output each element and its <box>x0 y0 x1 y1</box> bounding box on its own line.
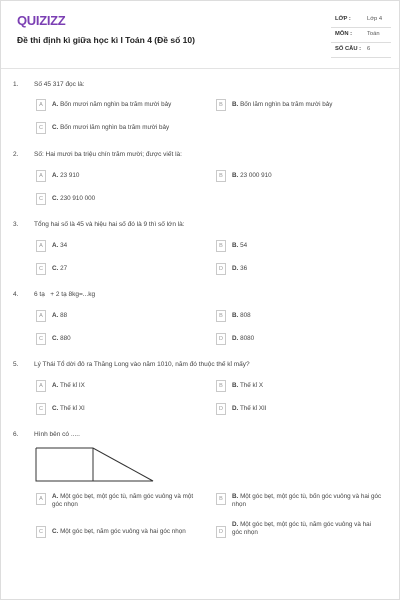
option-letter-box: A <box>36 170 46 182</box>
question-text: 6 tạ + 2 tạ 8kg=...kg <box>34 291 96 298</box>
meta-key: MÔN : <box>335 31 353 37</box>
option-letter-box: B <box>216 170 226 182</box>
option-text: Một góc bẹt, một góc tù, bốn góc vuông và hai góc nhọn <box>232 493 382 508</box>
option-text: Bốn mươi lăm nghìn ba trăm mười bảy <box>60 124 170 131</box>
option-text: Một góc bẹt, một góc tù, năm góc vuông và hai góc nhọn <box>232 521 371 536</box>
option-text: Thế kỉ X <box>239 382 264 389</box>
question-text: Số: Hai mươi ba triệu chín trăm mười; được viết là: <box>34 151 182 158</box>
option-text: 230 910 000 <box>60 195 96 202</box>
option-text: Bốn mươi năm nghìn ba trăm mười bảy <box>60 101 172 108</box>
option-letter-box: B <box>216 99 226 111</box>
page-title: Đề thi định kì giữa học kì I Toán 4 (Đề số 10) <box>17 35 195 45</box>
option-text: 34 <box>60 242 68 249</box>
meta-row-count <box>331 43 391 58</box>
option-text: 54 <box>240 242 248 249</box>
option-letter-box: B <box>216 310 226 322</box>
quizizz-logo: QUIZIZZ <box>17 13 66 28</box>
meta-key: LỚP : <box>335 16 351 22</box>
question-text: Hình bên có ..... <box>34 431 80 438</box>
option-text: Thế kỉ XII <box>239 405 267 412</box>
option-text: 23 910 <box>60 172 80 179</box>
question-text: Số 45 317 đọc là: <box>34 81 85 88</box>
option-letter-box: D <box>216 526 226 538</box>
question-number: 4. <box>13 291 19 298</box>
option-letter-box: B <box>216 240 226 252</box>
meta-table <box>331 13 391 58</box>
option-text: 27 <box>60 265 68 272</box>
option-text: 23 000 910 <box>240 172 272 179</box>
option-text: 36 <box>240 265 248 272</box>
option-letter-box: C <box>36 263 46 275</box>
option-text: Một góc bẹt, một góc tù, năm góc vuông và một góc nhọn <box>52 493 194 508</box>
option-text: Thế kỉ XI <box>59 405 85 412</box>
option-letter-box: D <box>216 263 226 275</box>
meta-row-class <box>331 13 391 28</box>
question-number: 1. <box>13 81 19 88</box>
meta-value: Toán <box>367 31 380 37</box>
option-letter-box: C <box>36 193 46 205</box>
header-divider <box>1 68 399 69</box>
option-letter-box: C <box>36 526 46 538</box>
option-letter-box: C <box>36 333 46 345</box>
question-number: 3. <box>13 221 19 228</box>
option-text: 880 <box>60 335 71 342</box>
option-letter-box: A <box>36 493 46 505</box>
option-letter-box: A <box>36 99 46 111</box>
question-number: 2. <box>13 151 19 158</box>
option-letter-box: B <box>216 493 226 505</box>
option-text: 88 <box>60 312 68 319</box>
angles-figure <box>35 447 155 483</box>
option-letter-box: C <box>36 403 46 415</box>
worksheet-page: QUIZIZZ Đề thi định kì giữa học kì I Toán 4 (Đề số 10) LỚP : Lớp 4 MÔN : Toán SỐ CÂU : 6 1. Số 45 317 đọc là: A A. Bốn mươi năm nghìn ba trăm mười bảy B B. Bốn lăm nghìn ba trăm mười bảy C C. Bốn mươi lăm nghìn ba trăm mười bảy 2. Số: Hai mươi ba triệu chín trăm mười; được viết là: A A. 23 910 B B. 23 000 910 C C. 230 910 000 3. Tổng hai số là 45 và hiệu hai số đó là 9 thì số lớn là: A A. 34 B B. 54 C C. 27 D D. 36 4. 6 tạ + 2 tạ 8kg=...kg A A. 88 B B. 808 C C. 880 D D. 8080 5. Lý Thái Tổ dời đô ra Thăng Long vào năm 1010, năm đó thuộc thế kỉ mấy? A A. Thế kỉ IX B B. Thế kỉ X C C. Thế kỉ XI D D. Thế kỉ XII 6. Hình bên có ..... A A. Một góc bẹt, một góc tù, năm góc vuông và một góc nhọn B B. Một góc bẹt, một góc tù, bốn góc vuông và hai góc nhọn C C. Một góc bẹt, năm góc vuông và hai góc nhọn D D. Một góc bẹt, một góc tù, năm góc vuông và hai góc nhọn <box>0 0 400 600</box>
meta-row-subject <box>331 28 391 43</box>
question-text: Tổng hai số là 45 và hiệu hai số đó là 9 thì số lớn là: <box>34 221 185 228</box>
meta-value: Lớp 4 <box>367 16 383 22</box>
option-letter-box: C <box>36 122 46 134</box>
option-letter-box: D <box>216 403 226 415</box>
option-text: Thế kỉ IX <box>59 382 85 389</box>
option-text: Một góc bẹt, năm góc vuông và hai góc nhọn <box>60 528 186 535</box>
option-letter-box: A <box>36 310 46 322</box>
option-letter-box: A <box>36 240 46 252</box>
option-letter-box: B <box>216 380 226 392</box>
meta-key: SỐ CÂU : <box>335 46 362 52</box>
option-text: 8080 <box>240 335 255 342</box>
option-letter-box: D <box>216 333 226 345</box>
meta-value: 6 <box>367 46 371 52</box>
option-letter-box: A <box>36 380 46 392</box>
question-number: 5. <box>13 361 19 368</box>
question-text: Lý Thái Tổ dời đô ra Thăng Long vào năm 1010, năm đó thuộc thế kỉ mấy? <box>34 361 250 368</box>
option-text: Bốn lăm nghìn ba trăm mười bảy <box>240 101 333 108</box>
option-text: 808 <box>240 312 251 319</box>
question-number: 6. <box>13 431 19 438</box>
